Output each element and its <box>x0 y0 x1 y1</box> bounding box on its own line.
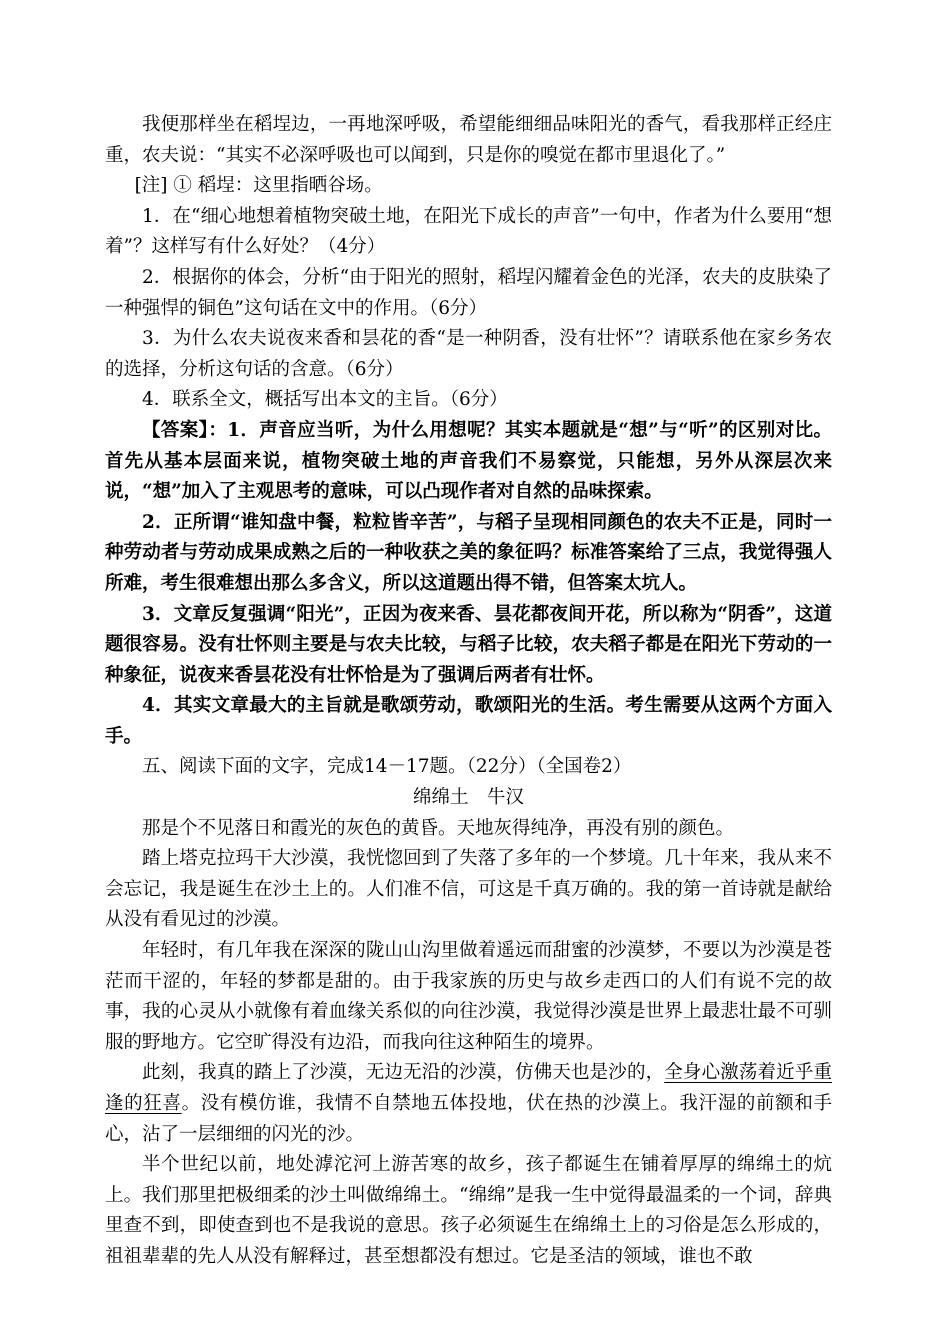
answer-3: 3．文章反复强调“阳光”，正因为夜来香、昙花都夜间开花，所以称为“阴香”，这道题很容易。没有壮怀则主要是与农夫比较，与稻子比较，农夫稻子都是在阳光下劳动的一种象征，说夜来香昙花没有壮怀恰是为了强调后两者有壮怀。 <box>105 603 832 686</box>
article-title: 绵绵土 牛汉 <box>412 787 524 809</box>
underlined-phrase: 全身心激荡着近乎重逢的狂喜 <box>105 1062 832 1114</box>
article-paragraph-1: 那是个不见落日和霞光的灰色的黄昏。天地灰得纯净，再没有别的颜色。 <box>142 817 735 839</box>
answer-2: 2．正所谓“谁知盘中餐，粒粒皆辛苦”，与稻子呈现相同颜色的农夫不正是，同时一种劳动者与劳动成果成熟之后的一种收获之美的象征吗？标准答案给了三点，我觉得强人所难，考生很难想出那么多含义，所以这道题出得不错，但答案太坑人。 <box>105 511 832 594</box>
article-paragraph-4-start: 此刻，我真的踏上了沙漠，无边无沿的沙漠，仿佛天也是沙的， <box>142 1062 665 1084</box>
article-paragraph-4-end: 。没有模仿谁，我情不自禁地五体投地，伏在热的沙漠上。我汗湿的前额和手心，沾了一层细细的闪光的沙。 <box>105 1093 832 1145</box>
answer-1-text: ：1．声音应当听，为什么用想呢？其实本题就是“想”与“听”的区别对比。首先从基本层面来说，植物突破土地的声音我们不易察觉，只能想，另外从深层次来说，“想”加入了主观思考的意味，可以凸现作者对自然的品味探索。 <box>105 419 832 503</box>
question-4: 4．联系全文，概括写出本文的主旨。（6分） <box>142 389 508 411</box>
passage-paragraph: 我便那样坐在稻埕边，一再地深呼吸，希望能细细品味阳光的香气，看我那样正经庄重，农夫说：“其实不必深呼吸也可以闻到，只是你的嗅觉在都市里退化了。” <box>105 114 832 166</box>
article-paragraph-2: 踏上塔克拉玛干大沙漠，我恍惚回到了失落了多年的一个梦境。几十年来，我从来不会忘记，我是诞生在沙土上的。人们准不信，可这是千真万确的。我的第一首诗就是献给从没有看见过的沙漠。 <box>105 848 832 931</box>
article-paragraph-3: 年轻时，有几年我在深深的陇山山沟里做着遥远而甜蜜的沙漠梦，不要以为沙漠是苍茫而干涩的，年轻的梦都是甜的。由于我家族的历史与故乡走西口的人们有说不完的故事，我的心灵从小就像有着血缘关系似的向往沙漠，我觉得沙漠是世界上最悲壮最不可驯服的野地方。它空旷得没有边沿，而我向往这种陌生的境界。 <box>105 940 832 1053</box>
question-3: 3．为什么农夫说夜来香和昙花的香“是一种阴香，没有壮怀”？请联系他在家乡务农的选择，分析这句话的含意。（6分） <box>105 328 832 380</box>
answer-label: 【答案】 <box>142 419 209 441</box>
footnote: [注] ① 稻埕：这里指晒谷场。 <box>134 175 383 197</box>
question-1: 1．在“细心地想着植物突破土地，在阳光下成长的声音”一句中，作者为什么要用“想着”？这样写有什么好处？（4分） <box>105 205 832 258</box>
answer-1 <box>105 416 832 508</box>
question-2: 2．根据你的体会，分析“由于阳光的照射，稻埕闪耀着金色的光泽，农夫的皮肤染了一种强悍的铜色”这句话在文中的作用。（6分） <box>105 266 832 319</box>
answer-4: 4．其实文章最大的主旨就是歌颂劳动，歌颂阳光的生活。考生需要从这两个方面入手。 <box>105 695 832 747</box>
document-page <box>105 110 832 1273</box>
article-paragraph-5: 半个世纪以前，地处滹沱河上游苦寒的故乡，孩子都诞生在铺着厚厚的绵绵土的炕上。我们那里把极细柔的沙土叫做绵绵土。“绵绵”是我一生中觉得最温柔的一个词，辞典里查不到，即使查到也不是我说的意思。孩子必须诞生在绵绵土上的习俗是怎么形成的，祖祖辈辈的先人从没有解释过，甚至想都没有想过。它是圣洁的领域，谁也不敢 <box>105 1154 832 1267</box>
article-paragraph-4 <box>105 1058 832 1150</box>
section-heading: 五、阅读下面的文字，完成14－17题。（22分）（全国卷2） <box>142 756 632 778</box>
